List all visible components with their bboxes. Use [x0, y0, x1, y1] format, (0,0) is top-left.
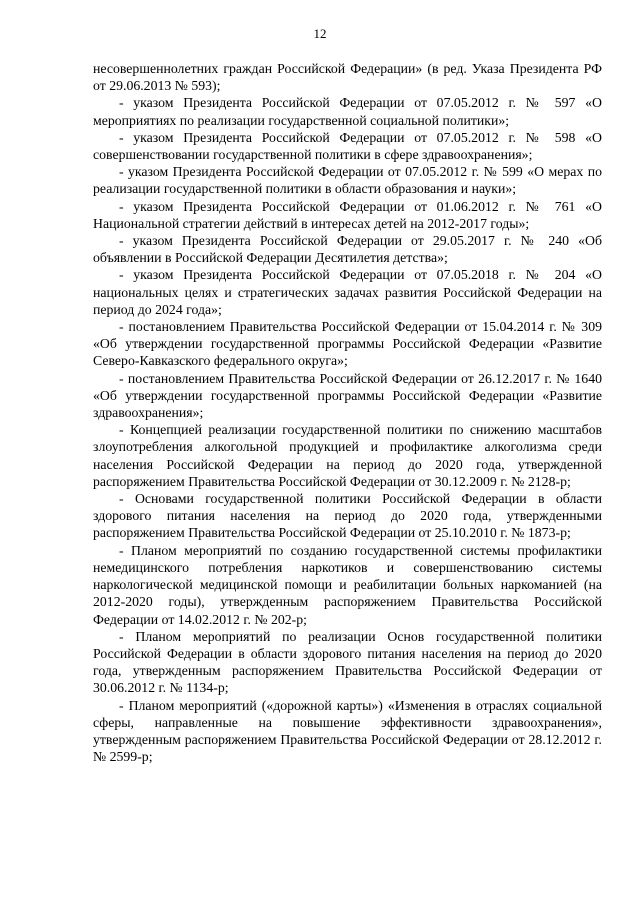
list-item-basics-1873: - Основами государственной политики Российской Федерации в области здорового питания населения на период до 2020 года, утвержденными распоряжением Правительства Российской Федерации от 25.10.2010 г. № 1873-р; [93, 491, 602, 541]
list-item-resolution-1640: - постановлением Правительства Российской Федерации от 26.12.2017 г. № 1640 «Об утверждении государственной программы Российской Федерации «Развитие здравоохранения»; [93, 370, 602, 421]
list-item-concept-2128: - Концепцией реализации государственной политики по снижению масштабов злоупотребления алкогольной продукцией и профилактике алкоголизма среди населения Российской Федерации на период до 2020 года, утвержденной распоряжением Правительства Российской Федерации от 30.12.2009 г. № 2128-р; [93, 422, 602, 489]
list-item-decree-761: - указом Президента Российской Федерации от 01.06.2012 г. № 761 «О Национальной стратегии действий в интересах детей на 2012-2017 годы»; [93, 198, 602, 231]
list-item-decree-204: - указом Президента Российской Федерации от 07.05.2018 г. № 204 «О национальных целях и стратегических задачах развития Российской Федерации на период до 2024 года»; [93, 267, 602, 317]
list-item-plan-202: - Планом мероприятий по созданию государственной системы профилактики немедицинского потребления наркотиков и совершенствованию системы наркологической медицинской помощи и реабилитации больных наркоманией (на 2012-2020 годы), утвержденным распоряжением Правительства Российской Федерации от 14.02.2012 г. № 202-р; [93, 542, 602, 627]
list-item-decree-597: - указом Президента Российской Федерации от 07.05.2012 г. № 597 «О мероприятиях по реализации государственной социальной политики»; [93, 95, 602, 128]
list-item-plan-1134: - Планом мероприятий по реализации Основ государственной политики Российской Федерации в области здорового питания населения на период до 2020 года, утвержденным распоряжением Правительства Российской Федерации от 30.06.2012 г. № 1134-р; [93, 628, 602, 696]
list-item-resolution-309: - постановлением Правительства Российской Федерации от 15.04.2014 г. № 309 «Об утверждении государственной программы Российской Федерации «Развитие Северо-Кавказского федерального округа»; [93, 319, 602, 369]
list-item-decree-599: - указом Президента Российской Федерации от 07.05.2012 г. № 599 «О мерах по реализации государственной политики в области образования и науки»; [93, 164, 602, 197]
list-item-decree-240: - указом Президента Российской Федерации от 29.05.2017 г. № 240 «Об объявлении в Российской Федерации Десятилетия детства»; [93, 233, 602, 266]
document-body [93, 60, 602, 765]
paragraph-continuation: несовершеннолетних граждан Российской Федерации» (в ред. Указа Президента РФ от 29.06.2013 № 593); [93, 61, 602, 94]
list-item-plan-2599: - Планом мероприятий («дорожной карты») «Изменения в отраслях социальной сферы, направленные на повышение эффективности здравоохранения», утвержденным распоряжением Правительства Российской Федерации от 28.12.2012 г. № 2599-р; [93, 697, 602, 765]
page-number: 12 [313, 26, 327, 41]
list-item-decree-598: - указом Президента Российской Федерации от 07.05.2012 г. № 598 «О совершенствовании государственной политики в сфере здравоохранения»; [93, 129, 602, 163]
